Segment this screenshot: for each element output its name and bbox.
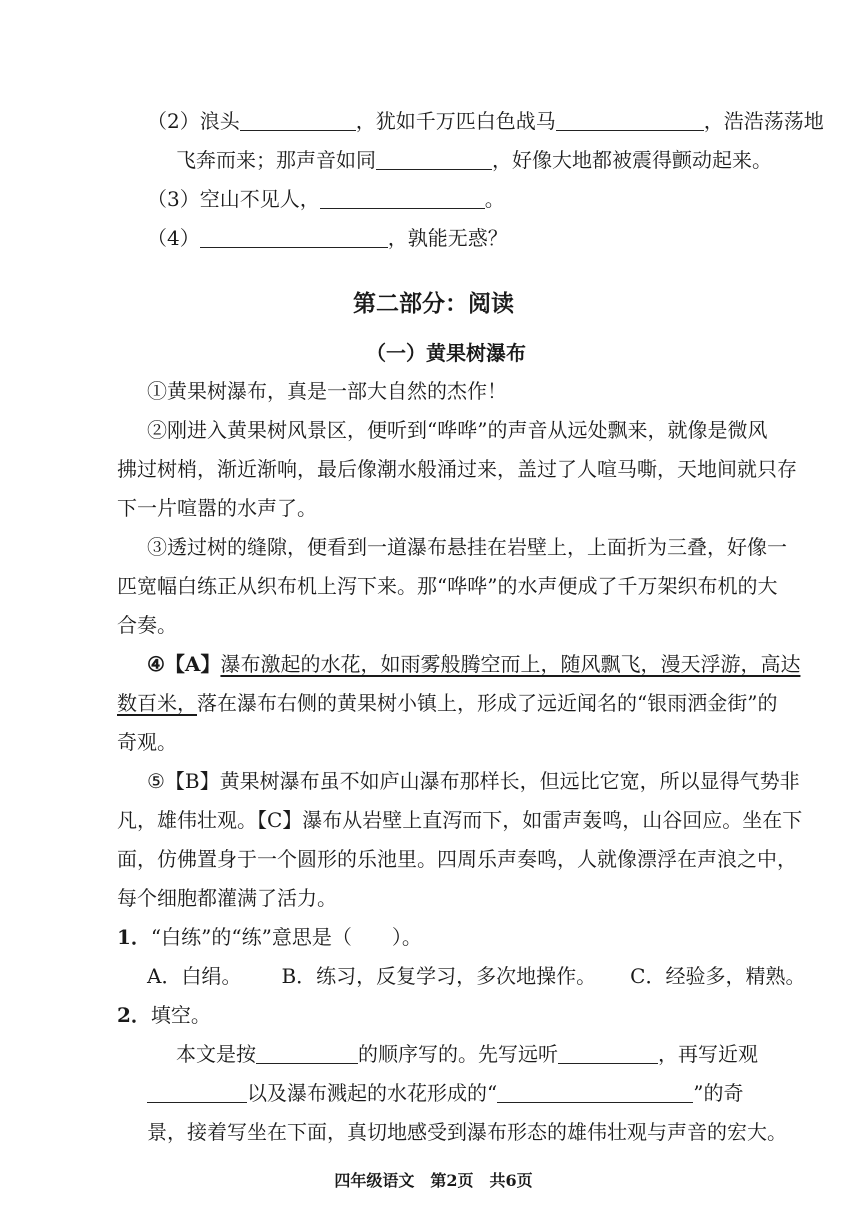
question-2-text: 填空。: [150, 1003, 211, 1027]
question-1-text: “白练”的“练”意思是（ ）。: [150, 925, 422, 949]
fill-q2b-end: ，好像大地都被震得颤动起来。: [492, 148, 772, 172]
fill-q3-prefix: （3）空山不见人，: [147, 187, 320, 211]
passage-paragraph-3-line3: 合奏。: [117, 613, 177, 637]
underlined-sentence-end: 数百米，: [117, 691, 197, 715]
marker-a: ④【A】: [147, 652, 221, 676]
fill-q2-end: ，浩浩荡荡地: [703, 109, 824, 133]
question-2-line3: 景，接着写坐在下面，真切地感受到瀑布形态的雄伟壮观与声音的宏大。: [147, 1120, 787, 1144]
fill-q2-prefix: （2）浪头: [147, 109, 240, 133]
underlined-sentence: 瀑布激起的水花，如雨雾般腾空而上，随风飘飞，漫天浮游，高达: [220, 652, 801, 676]
question-2-line2: [147, 1080, 743, 1106]
passage-paragraph-5-line4: 每个细胞都灌满了活力。: [117, 886, 337, 910]
fill-q2-mid: ，犹如千万匹白色战马: [355, 109, 556, 133]
answer-blank[interactable]: [556, 110, 704, 131]
passage-paragraph-1: ①黄果树瀑布，真是一部大自然的杰作！: [147, 379, 507, 403]
paragraph-4-rest: 落在瀑布右侧的黄果树小镇上，形成了远近闻名的“银雨洒金街”的: [197, 691, 778, 715]
option-a[interactable]: A．白绢。: [147, 964, 242, 988]
question-2: [117, 1002, 211, 1028]
fill-q4-prefix: （4）: [147, 226, 200, 250]
passage-paragraph-4-line3: 奇观。: [117, 730, 177, 754]
fill-q3-end: 。: [484, 187, 505, 211]
question-1-number: 1．: [117, 925, 151, 949]
fill-q2-line1: [147, 108, 824, 134]
answer-blank[interactable]: [497, 1082, 693, 1103]
answer-blank[interactable]: [147, 1082, 247, 1103]
option-c[interactable]: C．经验多，精熟。: [630, 964, 806, 988]
question-2-line1: [176, 1041, 758, 1067]
q2-line1-b: 的顺序写的。先写远听: [358, 1042, 558, 1066]
passage-paragraph-5-line3: 面，仿佛置身于一个圆形的乐池里。四周乐声奏鸣，人就像漂浮在声浪之中，: [117, 847, 797, 871]
fill-q2-line2: [176, 147, 772, 173]
answer-blank[interactable]: [320, 188, 485, 209]
question-1-options: [147, 963, 805, 989]
q2-line2-b: 以及瀑布溅起的水花形成的“: [247, 1081, 498, 1105]
q2-line1-a: 本文是按: [176, 1042, 256, 1066]
passage-title: （一）黄果树瀑布: [366, 341, 526, 365]
option-b[interactable]: B．练习，反复学习，多次地操作。: [281, 964, 597, 988]
passage-paragraph-3-line2: 匹宽幅白练正从织布机上泻下来。那“哗哗”的水声便成了千万架织布机的大: [117, 574, 778, 598]
answer-blank[interactable]: [558, 1043, 658, 1064]
fill-q2b-prefix: 飞奔而来；那声音如同: [176, 148, 376, 172]
fill-q4-line: [147, 225, 508, 251]
part-title: 第二部分：阅读: [353, 290, 514, 317]
passage-paragraph-5-line1: ⑤【B】黄果树瀑布虽不如庐山瀑布那样长，但远比它宽，所以显得气势非: [147, 769, 800, 793]
answer-blank[interactable]: [376, 149, 492, 170]
page-footer: 四年级语文 第2页 共6页: [334, 1171, 533, 1190]
passage-paragraph-2-line2: 拂过树梢，渐近渐响，最后像潮水般涌过来，盖过了人喧马嘶，天地间就只存: [117, 457, 797, 481]
passage-paragraph-2-line3: 下一片喧嚣的水声了。: [117, 496, 317, 520]
passage-paragraph-3-line1: ③透过树的缝隙，便看到一道瀑布悬挂在岩壁上，上面折为三叠，好像一: [147, 535, 787, 559]
q2-line1-c: ，再写近观: [658, 1042, 758, 1066]
passage-paragraph-2-line1: ②刚进入黄果树风景区，便听到“哗哗”的声音从远处飘来，就像是微风: [147, 418, 768, 442]
fill-q3-line: [147, 186, 505, 212]
passage-paragraph-4-line2: [117, 690, 777, 716]
fill-q4-end: ，孰能无惑？: [387, 226, 508, 250]
passage-paragraph-5-line2: 凡，雄伟壮观。【C】瀑布从岩壁上直泻而下，如雷声轰鸣，山谷回应。坐在下: [117, 808, 803, 832]
question-2-number: 2．: [117, 1003, 151, 1027]
passage-paragraph-4-line1: [147, 651, 800, 677]
answer-blank[interactable]: [200, 227, 388, 248]
question-1: [117, 924, 422, 950]
q2-line2-c: ”的奇: [693, 1081, 744, 1105]
answer-blank[interactable]: [240, 110, 356, 131]
answer-blank[interactable]: [256, 1043, 358, 1064]
